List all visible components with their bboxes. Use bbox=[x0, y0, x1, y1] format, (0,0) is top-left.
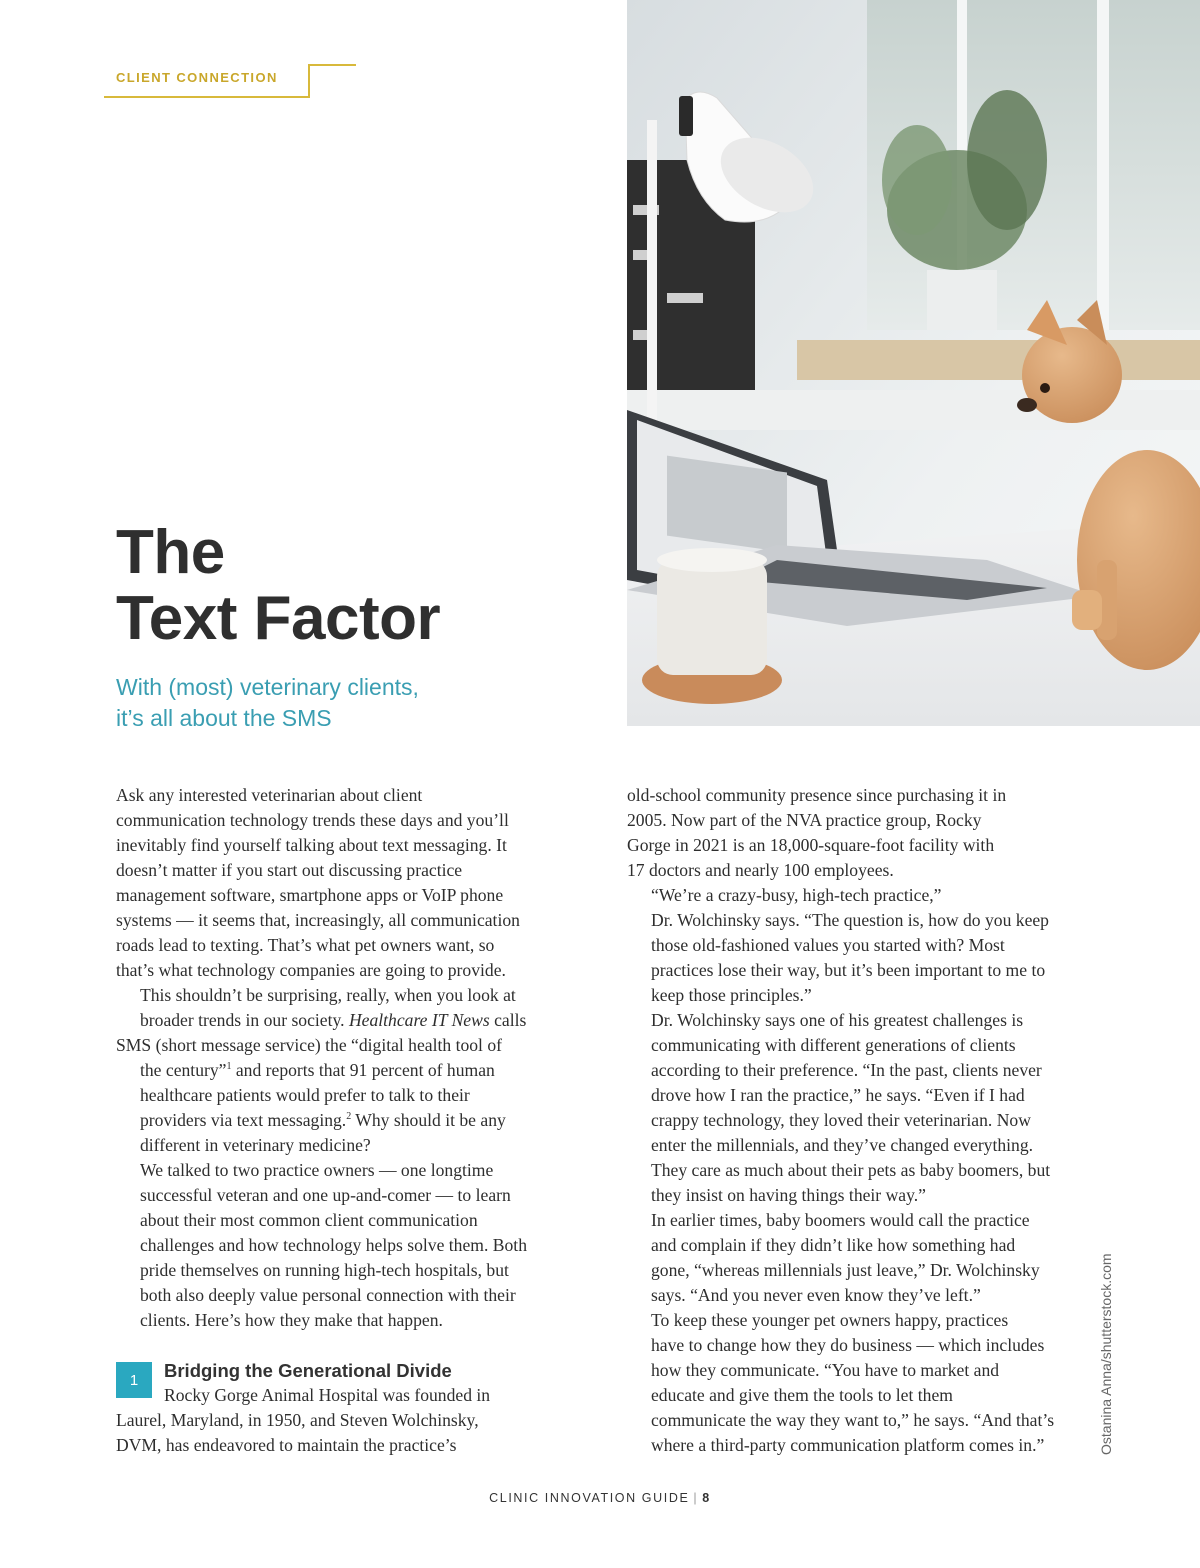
text-line: This shouldn’t be surprising, really, when you look at bbox=[140, 985, 516, 1005]
text-line: the century”$^1$ and reports that 91 percent of human bbox=[140, 1060, 495, 1080]
text-line: different in veterinary medicine? bbox=[140, 1135, 371, 1155]
text-line: keep those principles.” bbox=[651, 985, 812, 1005]
page-number: 8 bbox=[702, 1491, 711, 1505]
paragraph bbox=[627, 1208, 1087, 1308]
text-line: have to change how they do business — which includes bbox=[651, 1335, 1045, 1355]
text-line: gone, “whereas millennials just leave,” Dr. Wolchinsky bbox=[651, 1260, 1040, 1280]
title-line-1: The bbox=[116, 518, 225, 587]
text-line: educate and give them the tools to let them bbox=[651, 1385, 953, 1405]
text-line: broader trends in our society. Healthcare IT News calls bbox=[140, 1010, 527, 1030]
text-line: they insist on having things their way.” bbox=[651, 1185, 926, 1205]
footer-separator: | bbox=[693, 1491, 699, 1505]
text-line: We talked to two practice owners — one longtime bbox=[140, 1160, 494, 1180]
text-line: crappy technology, they loved their veterinarian. Now bbox=[651, 1110, 1031, 1130]
paragraph bbox=[116, 1383, 576, 1458]
left-column bbox=[116, 783, 576, 1458]
right-column bbox=[627, 783, 1087, 1458]
section-tag-label: CLIENT CONNECTION bbox=[116, 70, 278, 85]
paragraph bbox=[116, 1158, 576, 1333]
text-line: management software, smartphone apps or VoIP phone bbox=[116, 885, 504, 905]
text-line: Rocky Gorge Animal Hospital was founded in bbox=[164, 1385, 491, 1405]
text-line: pride themselves on running high-tech hospitals, but bbox=[140, 1260, 509, 1280]
text-line: They care as much about their pets as baby boomers, but bbox=[651, 1160, 1051, 1180]
text-line: where a third-party communication platform comes in.” bbox=[651, 1435, 1045, 1455]
text-line: old-school community presence since purchasing it in bbox=[627, 785, 1007, 805]
text-line: communicating with different generations of clients bbox=[651, 1035, 1016, 1055]
tag-rule-top bbox=[308, 64, 356, 66]
section-1 bbox=[116, 1358, 576, 1458]
text-line: and complain if they didn’t like how something had bbox=[651, 1235, 1016, 1255]
publication-name: Healthcare IT News bbox=[348, 1010, 490, 1030]
paragraph bbox=[116, 983, 576, 1158]
text-line: roads lead to texting. That’s what pet owners want, so bbox=[116, 935, 495, 955]
text-line: Dr. Wolchinsky says one of his greatest challenges is bbox=[651, 1010, 1024, 1030]
text-line: that’s what technology companies are going to provide. bbox=[116, 960, 506, 980]
text-line: Gorge in 2021 is an 18,000-square-foot facility with bbox=[627, 835, 995, 855]
text-line: “We’re a crazy-busy, high-tech practice,” bbox=[651, 885, 942, 905]
text-line: Ask any interested veterinarian about client bbox=[116, 785, 423, 805]
text-line: Dr. Wolchinsky says. “The question is, how do you keep bbox=[651, 910, 1049, 930]
paragraph bbox=[627, 883, 1087, 1008]
subtitle-line-1: With (most) veterinary clients, bbox=[116, 674, 419, 700]
text-line: according to their preference. “In the past, clients never bbox=[651, 1060, 1042, 1080]
tag-rule-vertical bbox=[308, 64, 310, 98]
section-heading: Bridging the Generational Divide bbox=[164, 1360, 452, 1381]
paragraph bbox=[627, 1308, 1087, 1458]
text-line: providers via text messaging.$^2$ Why should it be any bbox=[140, 1110, 506, 1130]
article-subtitle bbox=[116, 672, 576, 734]
text-line: In earlier times, baby boomers would call the practice bbox=[651, 1210, 1030, 1230]
text-line: how they communicate. “You have to market and bbox=[651, 1360, 1000, 1380]
text-line: 2005. Now part of the NVA practice group, Rocky bbox=[627, 810, 982, 830]
text-line: both also deeply value personal connection with their bbox=[140, 1285, 516, 1305]
text-line: To keep these younger pet owners happy, practices bbox=[651, 1310, 1009, 1330]
article-title bbox=[116, 520, 440, 652]
paragraph bbox=[116, 783, 576, 983]
text-line: clients. Here’s how they make that happen. bbox=[140, 1310, 443, 1330]
title-line-2: Text Factor bbox=[116, 584, 441, 653]
footnote-marker: 2 bbox=[346, 1111, 352, 1123]
text-line: Laurel, Maryland, in 1950, and Steven Wolchinsky, bbox=[116, 1410, 479, 1430]
text-line: doesn’t matter if you start out discussing practice bbox=[116, 860, 463, 880]
text-line: about their most common client communication bbox=[140, 1210, 478, 1230]
text-line: systems — it seems that, increasingly, all communication bbox=[116, 910, 520, 930]
text-line: 17 doctors and nearly 100 employees. bbox=[627, 860, 894, 880]
footnote-marker: 1 bbox=[226, 1061, 232, 1073]
paragraph bbox=[627, 1008, 1087, 1208]
photo-credit: Ostanina Anna/shutterstock.com bbox=[1098, 1253, 1114, 1455]
text-line: says. “And you never even know they’ve left.” bbox=[651, 1285, 981, 1305]
text-line: communication technology trends these days and you’ll bbox=[116, 810, 509, 830]
publication-title: CLINIC INNOVATION GUIDE bbox=[489, 1491, 690, 1505]
text-line: DVM, has endeavored to maintain the practice’s bbox=[116, 1435, 457, 1455]
section-number-badge: 1 bbox=[116, 1362, 152, 1398]
text-line: challenges and how technology helps solve them. Both bbox=[140, 1235, 527, 1255]
hero-photo bbox=[627, 0, 1200, 726]
text-line: communicate the way they want to,” he says. “And that’s bbox=[651, 1410, 1055, 1430]
text-line: inevitably find yourself talking about text messaging. It bbox=[116, 835, 507, 855]
text-line: practices lose their way, but it’s been important to me to bbox=[651, 960, 1046, 980]
text-line: enter the millennials, and they’ve changed everything. bbox=[651, 1135, 1034, 1155]
text-line: healthcare patients would prefer to talk to their bbox=[140, 1085, 470, 1105]
tag-rule-bottom bbox=[104, 96, 310, 98]
text-line: SMS (short message service) the “digital health tool of bbox=[116, 1035, 502, 1055]
text-line: those old-fashioned values you started with? Most bbox=[651, 935, 1005, 955]
text-line: successful veteran and one up-and-comer — to learn bbox=[140, 1185, 511, 1205]
photo-of-dog-at-laptop-desk-icon bbox=[627, 0, 1200, 726]
paragraph bbox=[627, 783, 1087, 883]
text-line: drove how I ran the practice,” he says. “Even if I had bbox=[651, 1085, 1025, 1105]
subtitle-line-2: it’s all about the SMS bbox=[116, 705, 332, 731]
section-tag bbox=[104, 64, 356, 100]
page-footer bbox=[0, 1491, 1200, 1505]
